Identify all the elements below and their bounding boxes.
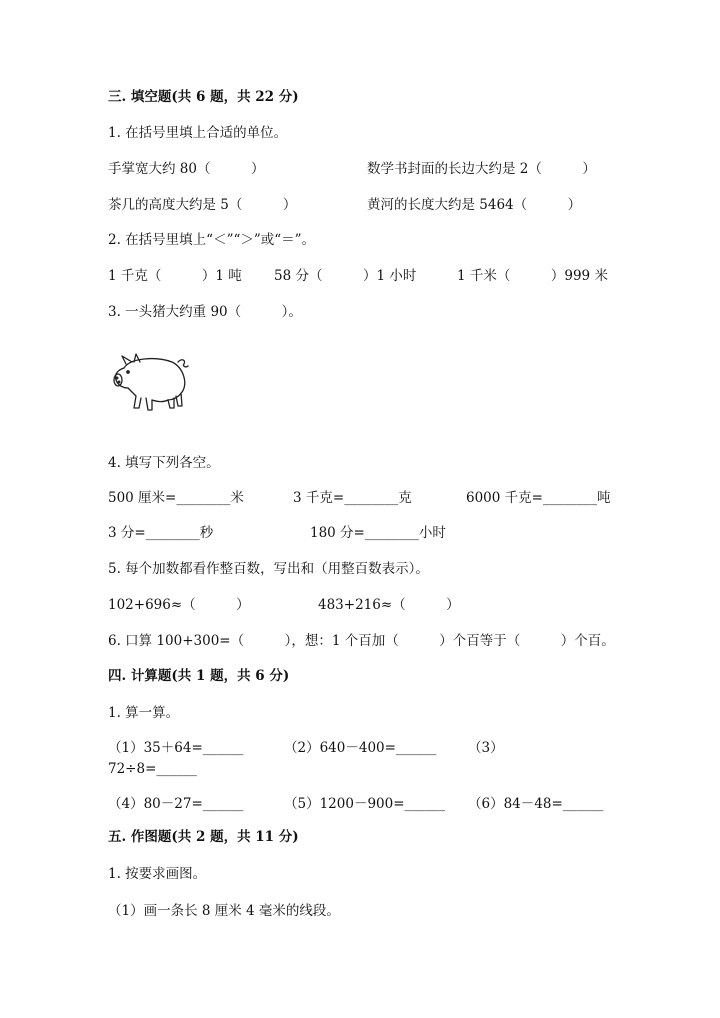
q1-item-d: 黄河的长度大约是 5464（ ） (367, 197, 582, 213)
q2-item-c: 1 千米（ ）999 米 (457, 268, 608, 284)
q6-stem: 6. 口算 100+300=（ ），想：1 个百加（ ）个百等于（ ）个百。 (108, 633, 615, 649)
q3-stem: 3. 一头猪大约重 90（ ）。 (108, 304, 302, 320)
draw-item-1: （1）画一条长 8 厘米 4 毫米的线段。 (108, 903, 340, 919)
draw-stem: 1. 按要求画图。 (108, 866, 207, 882)
q1-item-c: 茶几的高度大约是 5（ ） (108, 197, 297, 213)
calc-item-3: 72÷8=______ (108, 761, 197, 777)
q1-item-a: 手掌宽大约 80（ ） (108, 161, 265, 177)
q2-stem: 2. 在括号里填上“＜”“＞”或“＝”。 (108, 232, 316, 248)
q2-item-b: 58 分（ ）1 小时 (274, 268, 417, 284)
calc-item-3-label: （3） (468, 740, 504, 756)
q1-item-b: 数学书封面的长边大约是 2（ ） (367, 161, 596, 177)
q4-stem: 4. 填写下列各空。 (108, 455, 220, 471)
q4-item-e: 180 分=________小时 (310, 525, 446, 541)
q1-stem: 1. 在括号里填上合适的单位。 (108, 125, 288, 141)
calc-item-1: （1）35＋64=______ (108, 740, 244, 756)
pig-illustration (106, 348, 190, 414)
q5-stem: 5. 每个加数都看作整百数，写出和（用整百数表示）。 (108, 561, 429, 577)
section-five-title: 五. 作图题(共 2 题，共 11 分) (108, 829, 299, 845)
q5-item-b: 483+216≈（ ） (318, 597, 460, 613)
q4-item-d: 3 分=________秒 (108, 525, 214, 541)
q4-item-c: 6000 千克=________吨 (466, 490, 611, 506)
calc-item-5: （5）1200－900=______ (284, 796, 446, 812)
q4-item-a: 500 厘米=________米 (108, 490, 244, 506)
calc-item-6: （6）84－48=______ (468, 796, 604, 812)
q5-item-a: 102+696≈（ ） (108, 597, 250, 613)
section-three-title: 三. 填空题(共 6 题，共 22 分) (108, 89, 299, 105)
q2-item-a: 1 千克（ ）1 吨 (108, 268, 242, 284)
calc-stem: 1. 算一算。 (108, 705, 180, 721)
q4-item-b: 3 千克=________克 (293, 490, 412, 506)
calc-item-4: （4）80－27=______ (108, 796, 244, 812)
calc-item-2: （2）640－400=______ (284, 740, 437, 756)
section-four-title: 四. 计算题(共 1 题，共 6 分) (108, 668, 290, 684)
